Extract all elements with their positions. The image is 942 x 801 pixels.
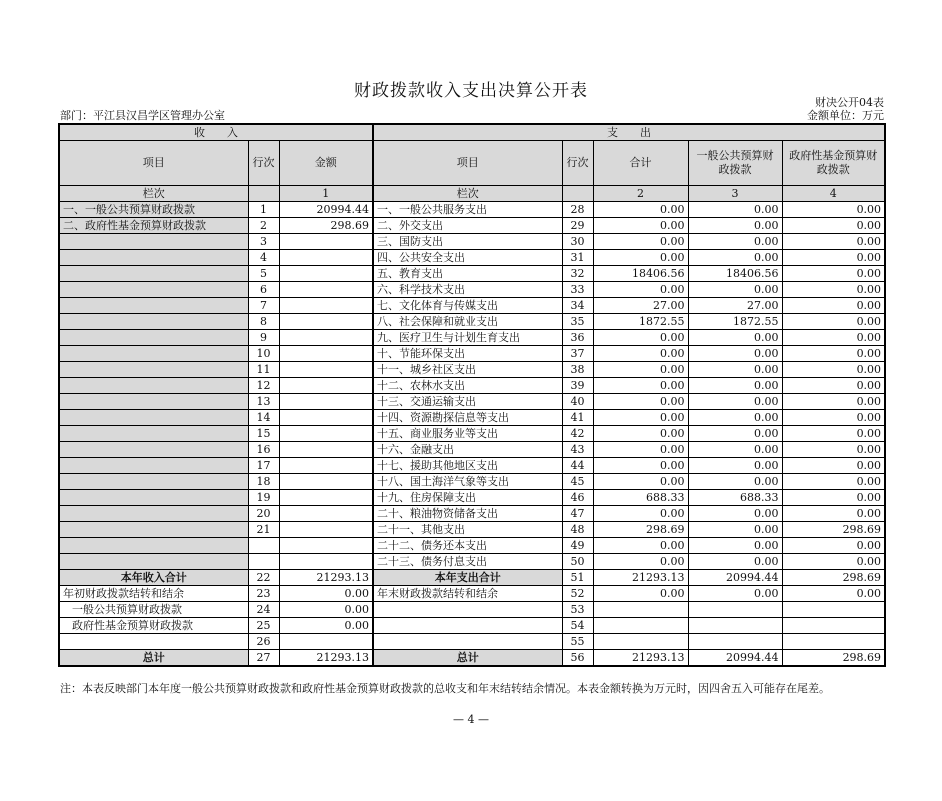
expense-total: 21293.13 [593, 650, 688, 667]
table-row [59, 458, 885, 474]
expense-row-no: 45 [562, 474, 593, 490]
table-row [59, 234, 885, 250]
expense-row-no: 28 [562, 202, 593, 218]
expense-item [373, 634, 562, 650]
expense-general-budget: 27.00 [688, 298, 782, 314]
income-item: 总计 [59, 650, 248, 667]
expense-item: 十、节能环保支出 [373, 346, 562, 362]
income-item [59, 314, 248, 330]
income-item [59, 378, 248, 394]
income-amount: 21293.13 [279, 570, 373, 586]
table-row [59, 250, 885, 266]
income-row-no: 19 [248, 490, 279, 506]
table-row [59, 602, 885, 618]
expense-fund-budget: 0.00 [782, 362, 885, 378]
expense-total: 688.33 [593, 490, 688, 506]
table-body [59, 202, 885, 667]
expense-item: 二十一、其他支出 [373, 522, 562, 538]
expense-total: 0.00 [593, 394, 688, 410]
table-row [59, 362, 885, 378]
expense-general-budget: 1872.55 [688, 314, 782, 330]
expense-total: 0.00 [593, 378, 688, 394]
col-header-row-no-expense: 行次 [562, 141, 593, 186]
income-item [59, 522, 248, 538]
income-amount [279, 298, 373, 314]
expense-row-no: 55 [562, 634, 593, 650]
income-item: 一般公共预算财政拨款 [59, 602, 248, 618]
expense-item: 二十三、债务付息支出 [373, 554, 562, 570]
expense-general-budget: 20994.44 [688, 650, 782, 667]
income-item [59, 330, 248, 346]
expense-group-header: 支 出 [373, 124, 885, 141]
expense-total: 1872.55 [593, 314, 688, 330]
table-row [59, 346, 885, 362]
column-index-blank [248, 186, 279, 202]
expense-total: 18406.56 [593, 266, 688, 282]
income-item [59, 394, 248, 410]
income-item [59, 250, 248, 266]
expense-total: 0.00 [593, 218, 688, 234]
col-header-fund-budget: 政府性基金预算财政拨款 [782, 141, 885, 186]
expense-total: 0.00 [593, 506, 688, 522]
income-item [59, 234, 248, 250]
expense-general-budget: 0.00 [688, 378, 782, 394]
expense-general-budget: 0.00 [688, 250, 782, 266]
expense-general-budget: 0.00 [688, 218, 782, 234]
income-item: 本年收入合计 [59, 570, 248, 586]
expense-total: 0.00 [593, 234, 688, 250]
expense-total: 27.00 [593, 298, 688, 314]
expense-fund-budget: 0.00 [782, 474, 885, 490]
col-header-item: 项目 [59, 141, 248, 186]
column-index-1: 1 [279, 186, 373, 202]
income-amount [279, 490, 373, 506]
expense-row-no: 52 [562, 586, 593, 602]
income-amount: 0.00 [279, 602, 373, 618]
table-row [59, 554, 885, 570]
expense-item: 七、文化体育与传媒支出 [373, 298, 562, 314]
expense-total: 0.00 [593, 410, 688, 426]
column-index-blank [562, 186, 593, 202]
income-row-no: 9 [248, 330, 279, 346]
expense-fund-budget: 0.00 [782, 586, 885, 602]
expense-general-budget: 18406.56 [688, 266, 782, 282]
income-row-no: 3 [248, 234, 279, 250]
expense-general-budget: 0.00 [688, 474, 782, 490]
expense-fund-budget: 0.00 [782, 298, 885, 314]
expense-general-budget: 0.00 [688, 234, 782, 250]
col-header-row-no: 行次 [248, 141, 279, 186]
table-row [59, 314, 885, 330]
expense-row-no: 47 [562, 506, 593, 522]
income-amount: 0.00 [279, 618, 373, 634]
expense-total: 21293.13 [593, 570, 688, 586]
expense-item [373, 602, 562, 618]
income-amount [279, 362, 373, 378]
expense-total: 0.00 [593, 346, 688, 362]
income-amount [279, 634, 373, 650]
income-row-no: 26 [248, 634, 279, 650]
income-amount [279, 442, 373, 458]
expense-general-budget: 0.00 [688, 554, 782, 570]
department-label: 部门：平江县汉昌学区管理办公室 [60, 109, 225, 122]
expense-row-no: 46 [562, 490, 593, 506]
income-item [59, 410, 248, 426]
expense-item: 十七、援助其他地区支出 [373, 458, 562, 474]
income-amount: 20994.44 [279, 202, 373, 218]
income-item [59, 442, 248, 458]
table-row [59, 378, 885, 394]
income-item [59, 634, 248, 650]
income-item [59, 458, 248, 474]
income-item [59, 362, 248, 378]
expense-row-no: 41 [562, 410, 593, 426]
expense-row-no: 37 [562, 346, 593, 362]
expense-general-budget: 0.00 [688, 426, 782, 442]
expense-row-no: 54 [562, 618, 593, 634]
income-amount [279, 410, 373, 426]
table-row [59, 474, 885, 490]
income-item: 二、政府性基金预算财政拨款 [59, 218, 248, 234]
expense-item: 十六、金融支出 [373, 442, 562, 458]
expense-general-budget: 0.00 [688, 362, 782, 378]
income-row-no [248, 538, 279, 554]
table-row [59, 650, 885, 667]
expense-item: 十四、资源勘探信息等支出 [373, 410, 562, 426]
expense-item: 四、公共安全支出 [373, 250, 562, 266]
expense-fund-budget: 298.69 [782, 570, 885, 586]
income-row-no: 20 [248, 506, 279, 522]
expense-row-no: 31 [562, 250, 593, 266]
column-index-4: 4 [782, 186, 885, 202]
expense-general-budget [688, 634, 782, 650]
expense-fund-budget: 0.00 [782, 346, 885, 362]
column-index-3: 3 [688, 186, 782, 202]
income-row-no: 18 [248, 474, 279, 490]
expense-fund-budget: 0.00 [782, 442, 885, 458]
expense-fund-budget: 0.00 [782, 378, 885, 394]
income-item [59, 554, 248, 570]
expense-row-no: 34 [562, 298, 593, 314]
expense-item: 三、国防支出 [373, 234, 562, 250]
income-item [59, 282, 248, 298]
income-row-no: 24 [248, 602, 279, 618]
income-row-no: 6 [248, 282, 279, 298]
expense-fund-budget: 0.00 [782, 218, 885, 234]
expense-item [373, 618, 562, 634]
table-row [59, 522, 885, 538]
expense-item: 总计 [373, 650, 562, 667]
expense-item: 十五、商业服务业等支出 [373, 426, 562, 442]
expense-general-budget: 0.00 [688, 442, 782, 458]
income-row-no: 11 [248, 362, 279, 378]
expense-total: 0.00 [593, 554, 688, 570]
income-item [59, 346, 248, 362]
expense-item: 二十二、债务还本支出 [373, 538, 562, 554]
expense-fund-budget: 0.00 [782, 538, 885, 554]
income-row-no: 7 [248, 298, 279, 314]
expense-item: 九、医疗卫生与计划生育支出 [373, 330, 562, 346]
expense-total: 0.00 [593, 474, 688, 490]
income-row-no: 12 [248, 378, 279, 394]
table-row [59, 394, 885, 410]
col-header-general-budget: 一般公共预算财政拨款 [688, 141, 782, 186]
income-group-header: 收 入 [59, 124, 373, 141]
expense-row-no: 53 [562, 602, 593, 618]
table-row [59, 586, 885, 602]
col-header-item-expense: 项目 [373, 141, 562, 186]
expense-total: 0.00 [593, 458, 688, 474]
income-amount [279, 554, 373, 570]
expense-total: 0.00 [593, 586, 688, 602]
expense-fund-budget: 298.69 [782, 650, 885, 667]
expense-fund-budget: 0.00 [782, 282, 885, 298]
income-row-no: 17 [248, 458, 279, 474]
income-amount [279, 506, 373, 522]
income-row-no: 1 [248, 202, 279, 218]
expense-fund-budget: 0.00 [782, 266, 885, 282]
expense-row-no: 40 [562, 394, 593, 410]
expense-row-no: 48 [562, 522, 593, 538]
expense-total: 0.00 [593, 250, 688, 266]
income-item [59, 426, 248, 442]
form-number: 财决公开04表 [815, 96, 884, 109]
expense-general-budget: 0.00 [688, 538, 782, 554]
expense-general-budget: 0.00 [688, 410, 782, 426]
table-row [59, 218, 885, 234]
expense-general-budget: 688.33 [688, 490, 782, 506]
expense-fund-budget: 0.00 [782, 506, 885, 522]
income-amount: 0.00 [279, 586, 373, 602]
expense-general-budget: 0.00 [688, 282, 782, 298]
expense-row-no: 56 [562, 650, 593, 667]
expense-total [593, 634, 688, 650]
income-row-no: 13 [248, 394, 279, 410]
expense-general-budget [688, 618, 782, 634]
expense-row-no: 50 [562, 554, 593, 570]
column-index-2: 2 [593, 186, 688, 202]
expense-item: 二十、粮油物资储备支出 [373, 506, 562, 522]
table-row [59, 202, 885, 218]
table-row [59, 538, 885, 554]
expense-total: 0.00 [593, 426, 688, 442]
income-row-no: 4 [248, 250, 279, 266]
income-row-no: 10 [248, 346, 279, 362]
income-amount [279, 522, 373, 538]
expense-row-no: 35 [562, 314, 593, 330]
expense-fund-budget: 0.00 [782, 234, 885, 250]
expense-fund-budget: 0.00 [782, 426, 885, 442]
income-amount: 21293.13 [279, 650, 373, 667]
expense-fund-budget [782, 602, 885, 618]
income-item [59, 490, 248, 506]
income-amount [279, 538, 373, 554]
col-header-amount: 金额 [279, 141, 373, 186]
income-amount [279, 474, 373, 490]
expense-row-no: 49 [562, 538, 593, 554]
expense-fund-budget: 0.00 [782, 202, 885, 218]
income-item: 一、一般公共预算财政拨款 [59, 202, 248, 218]
expense-total: 0.00 [593, 362, 688, 378]
expense-fund-budget [782, 634, 885, 650]
expense-general-budget: 0.00 [688, 586, 782, 602]
expense-total [593, 618, 688, 634]
expense-item: 十八、国土海洋气象等支出 [373, 474, 562, 490]
expense-fund-budget: 0.00 [782, 490, 885, 506]
income-amount [279, 378, 373, 394]
expense-total: 0.00 [593, 538, 688, 554]
income-row-no [248, 554, 279, 570]
income-amount [279, 330, 373, 346]
expense-fund-budget: 0.00 [782, 250, 885, 266]
expense-item: 六、科学技术支出 [373, 282, 562, 298]
income-row-no: 2 [248, 218, 279, 234]
table-row [59, 506, 885, 522]
expense-fund-budget: 0.00 [782, 458, 885, 474]
page-title: 财政拨款收入支出决算公开表 [354, 81, 588, 101]
expense-row-no: 32 [562, 266, 593, 282]
table-row [59, 490, 885, 506]
expense-item: 八、社会保障和就业支出 [373, 314, 562, 330]
unit-label: 金额单位：万元 [807, 109, 884, 122]
table-row [59, 442, 885, 458]
col-header-total: 合计 [593, 141, 688, 186]
income-amount [279, 394, 373, 410]
expense-fund-budget: 0.00 [782, 410, 885, 426]
income-item [59, 506, 248, 522]
expense-fund-budget [782, 618, 885, 634]
expense-item: 一、一般公共服务支出 [373, 202, 562, 218]
income-item [59, 298, 248, 314]
table-row [59, 266, 885, 282]
expense-item: 五、教育支出 [373, 266, 562, 282]
expense-total [593, 602, 688, 618]
column-index-label-expense: 栏次 [373, 186, 562, 202]
expense-row-no: 39 [562, 378, 593, 394]
income-amount [279, 266, 373, 282]
expense-row-no: 38 [562, 362, 593, 378]
footnote: 注：本表反映部门本年度一般公共预算财政拨款和政府性基金预算财政拨款的总收支和年末结转结余情况。本表金额转换为万元时，因四舍五入可能存在尾差。 [60, 682, 830, 695]
expense-row-no: 29 [562, 218, 593, 234]
expense-row-no: 30 [562, 234, 593, 250]
expense-total: 0.00 [593, 282, 688, 298]
income-row-no: 8 [248, 314, 279, 330]
expense-general-budget: 0.00 [688, 458, 782, 474]
expense-fund-budget: 0.00 [782, 314, 885, 330]
income-row-no: 27 [248, 650, 279, 667]
income-row-no: 21 [248, 522, 279, 538]
expense-item: 本年支出合计 [373, 570, 562, 586]
page-number: — 4 — [453, 713, 489, 726]
expense-row-no: 43 [562, 442, 593, 458]
expense-total: 0.00 [593, 202, 688, 218]
column-index-label: 栏次 [59, 186, 248, 202]
income-item: 年初财政拨款结转和结余 [59, 586, 248, 602]
expense-general-budget: 0.00 [688, 522, 782, 538]
income-item: 政府性基金预算财政拨款 [59, 618, 248, 634]
expense-item: 十二、农林水支出 [373, 378, 562, 394]
expense-total: 0.00 [593, 442, 688, 458]
income-item [59, 538, 248, 554]
expense-fund-budget: 0.00 [782, 330, 885, 346]
income-amount [279, 314, 373, 330]
expense-item: 二、外交支出 [373, 218, 562, 234]
income-amount [279, 282, 373, 298]
income-amount [279, 346, 373, 362]
expense-general-budget: 0.00 [688, 330, 782, 346]
table-row [59, 618, 885, 634]
expense-general-budget [688, 602, 782, 618]
table-row [59, 298, 885, 314]
expense-general-budget: 20994.44 [688, 570, 782, 586]
income-amount: 298.69 [279, 218, 373, 234]
income-amount [279, 426, 373, 442]
income-row-no: 23 [248, 586, 279, 602]
income-amount [279, 458, 373, 474]
expense-total: 298.69 [593, 522, 688, 538]
income-amount [279, 234, 373, 250]
table-row [59, 570, 885, 586]
table-row [59, 634, 885, 650]
expense-row-no: 42 [562, 426, 593, 442]
expense-item: 年末财政拨款结转和结余 [373, 586, 562, 602]
expense-fund-budget: 0.00 [782, 394, 885, 410]
expense-fund-budget: 298.69 [782, 522, 885, 538]
expense-row-no: 51 [562, 570, 593, 586]
table-row [59, 426, 885, 442]
expense-row-no: 44 [562, 458, 593, 474]
income-row-no: 16 [248, 442, 279, 458]
expense-item: 十三、交通运输支出 [373, 394, 562, 410]
table-row [59, 282, 885, 298]
table-row [59, 330, 885, 346]
income-amount [279, 250, 373, 266]
income-row-no: 5 [248, 266, 279, 282]
expense-total: 0.00 [593, 330, 688, 346]
expense-general-budget: 0.00 [688, 202, 782, 218]
table-row [59, 410, 885, 426]
expense-general-budget: 0.00 [688, 394, 782, 410]
income-row-no: 25 [248, 618, 279, 634]
expense-fund-budget: 0.00 [782, 554, 885, 570]
expense-row-no: 36 [562, 330, 593, 346]
expense-general-budget: 0.00 [688, 346, 782, 362]
income-item [59, 474, 248, 490]
expense-row-no: 33 [562, 282, 593, 298]
expense-general-budget: 0.00 [688, 506, 782, 522]
income-row-no: 22 [248, 570, 279, 586]
expense-item: 十一、城乡社区支出 [373, 362, 562, 378]
fiscal-table [58, 123, 886, 667]
income-item [59, 266, 248, 282]
income-row-no: 15 [248, 426, 279, 442]
income-row-no: 14 [248, 410, 279, 426]
expense-item: 十九、住房保障支出 [373, 490, 562, 506]
